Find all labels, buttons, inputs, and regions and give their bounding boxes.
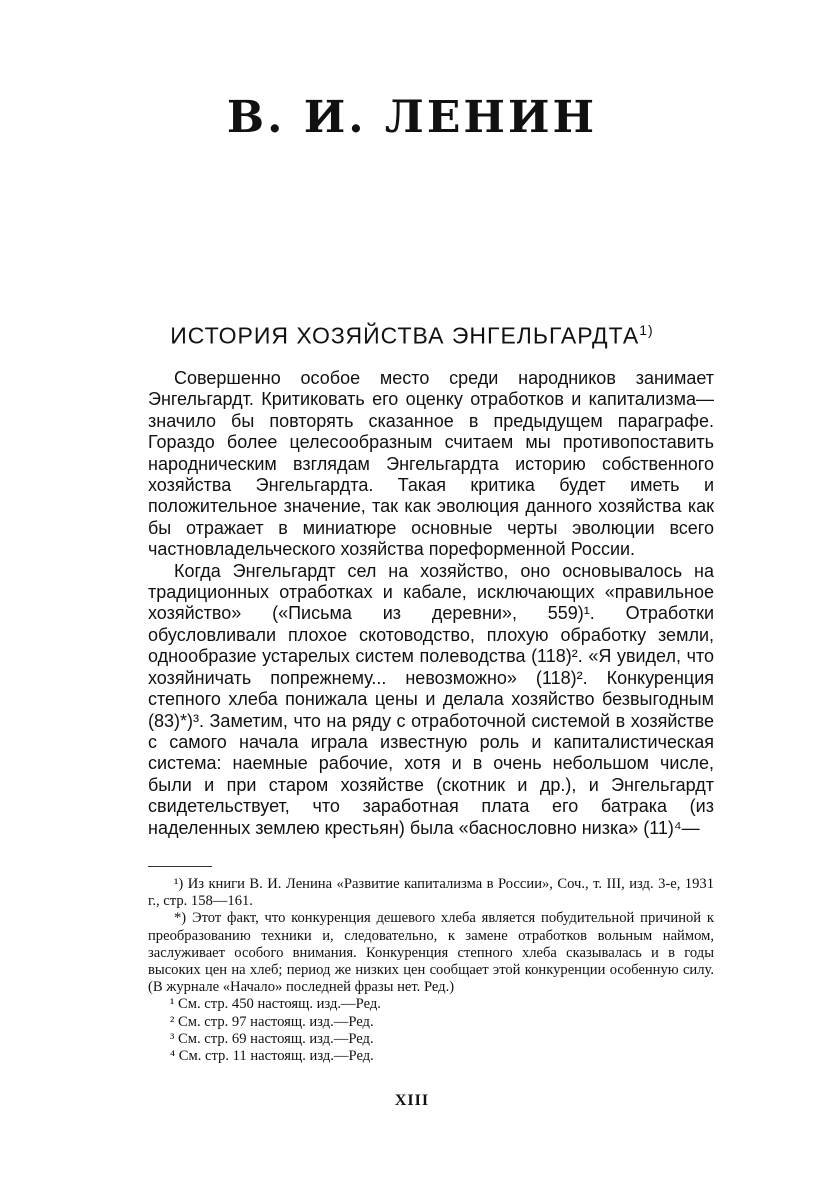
author-footnote: *) Этот факт, что конкуренция дешевого хлеба является побудительной причиной к преобразованию техники и, следовательно, к замене отработков вольным наймом, заслуживает особого внимания. Конкуренция степного хлеба сказывалась и в годы высоких цен на хлеб; период же низких цен сообщает этой конкуренции особенную силу. (В журнале «Начало» последней фразы нет. Ред.) bbox=[148, 910, 714, 996]
paragraph-2: Когда Энгельгардт сел на хозяйство, оно основывалось на традиционных отработках и кабале, исключающих «правильное хозяйство» («Письма из деревни», 559)¹. Отработки обусловливали плохое скотоводство, плохую обработку земли, однообразие устарелых систем полеводства (118)². «Я увидел, что хозяйничать попрежнему... невозможно» (118)². Конкуренция степного хлеба понижала цены и делала хозяйство безвыгодным (83)*)³. Заметим, что на ряду с отработочной системой в хозяйстве с самого начала играла известную роль и капиталистическая система: наемные рабочие, хотя и в очень небольшом числе, были и при старом хозяйстве (скотник и др.), и Энгельгардт свидетельствует, что заработная плата его батрака (из наделенных землею крестьян) была «баснословно низка» (11)⁴— bbox=[148, 560, 714, 838]
page-reference-1: ¹ См. стр. 450 настоящ. изд.—Ред. bbox=[170, 996, 381, 1013]
article-title bbox=[0, 322, 824, 350]
page-reference-3: ³ См. стр. 69 настоящ. изд.—Ред. bbox=[170, 1030, 374, 1047]
footnotes-section bbox=[148, 876, 714, 1065]
title-footnote-marker: 1) bbox=[639, 322, 654, 338]
article-body bbox=[148, 368, 714, 839]
paragraph-1: Совершенно особое место среди народников занимает Энгельгардт. Критиковать его оценку отработков и капитализма—значило бы повторять сказанное в предыдущем параграфе. Гораздо более целесообразным считаем мы противопоставить народническим взглядам Энгельгардта историю собственного хозяйства Энгельгардта. Такая критика будет иметь и положительное значение, так как эволюция данного хозяйства как бы отражает в миниатюре основные черты эволюции всего частновладельческого хозяйства пореформенной России. bbox=[148, 368, 714, 560]
editor-footnote: ¹) Из книги В. И. Ленина «Развитие капитализма в России», Соч., т. III, изд. 3-е, 1931 г., стр. 158—161. bbox=[148, 876, 714, 910]
article-title-text: ИСТОРИЯ ХОЗЯЙСТВА ЭНГЕЛЬГАРДТА bbox=[170, 322, 640, 349]
page-number: XIII bbox=[394, 1092, 430, 1109]
author-heading: В. И. ЛЕНИН bbox=[226, 92, 598, 143]
page-reference-4: ⁴ См. стр. 11 настоящ. изд.—Ред. bbox=[170, 1048, 374, 1065]
page-reference-2: ² См. стр. 97 настоящ. изд.—Ред. bbox=[170, 1013, 374, 1030]
footnote-separator bbox=[148, 866, 212, 867]
page-reference-list bbox=[148, 996, 714, 1065]
